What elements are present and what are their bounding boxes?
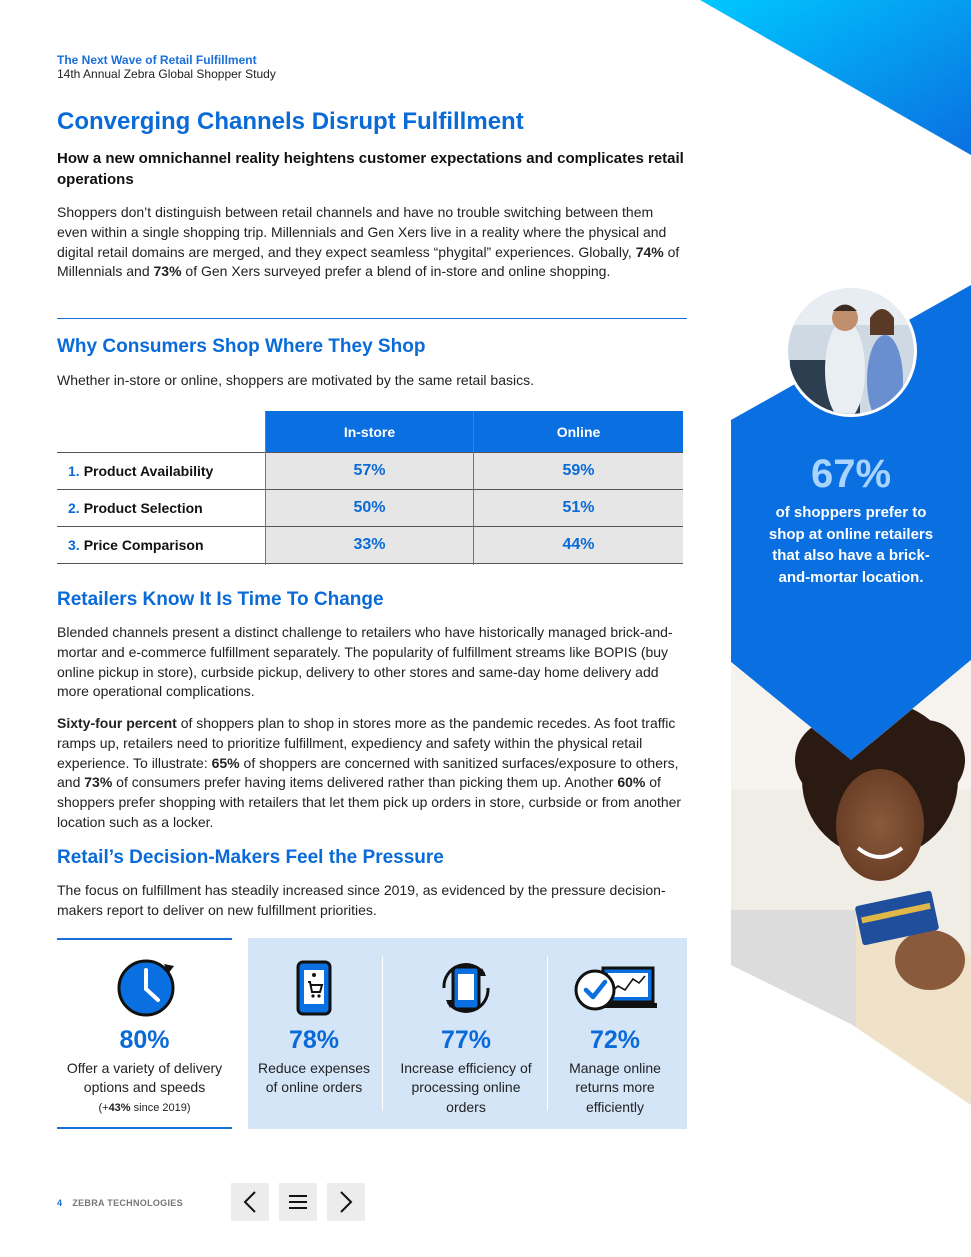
chevron-left-icon [243,1190,257,1214]
stat-item [398,1025,534,1117]
section-heading-why-consumers: Why Consumers Shop Where They Shop [57,336,426,357]
stat-item [57,1025,232,1114]
shopper-callout [758,450,944,588]
table-intro: Whether in-store or online, shoppers are motivated by the same retail basics. [57,372,535,388]
stat-item [252,1025,376,1098]
previous-page-button[interactable] [231,1183,269,1221]
table-row: 1. Product Availability 57% 59% [57,453,683,490]
clock-icon [114,956,178,1025]
menu-icon [288,1194,308,1210]
section-heading-converging: Converging Channels Disrupt Fulfillment [57,108,524,135]
stat-percentage: 77% [440,1026,492,1054]
phone-refresh-icon [436,958,496,1023]
section-heading-decision-makers: Retail’s Decision-Makers Feel the Pressure [57,847,444,868]
stat-description: Manage online returns more efficiently [569,1060,661,1115]
table-row: 3. Price Comparison 33% 44% [57,527,683,564]
mobile-cart-icon [296,960,332,1021]
table-cell-online: 51% [474,490,683,526]
table-cell-online: 44% [474,527,683,563]
chevron-right-icon [339,1190,353,1214]
stat-note: (+43% since 2019) [98,1101,191,1114]
table-cell-instore: 33% [266,527,473,563]
stat-percentage: 80% [119,1026,170,1054]
menu-button[interactable] [279,1183,317,1221]
table-cell-online: 59% [474,453,683,489]
section-lead: How a new omnichannel reality heightens customer expectations and complicates retail operations [57,150,684,188]
document-title: The Next Wave of Retail Fulfillment [57,53,257,67]
section-heading-retailers-know: Retailers Know It Is Time To Change [57,589,384,610]
next-page-button[interactable] [327,1183,365,1221]
page-number: 4 [57,1198,63,1208]
column-header-instore: In-store [266,411,473,452]
section-divider [57,318,687,319]
retailers-paragraph-1: Blended channels present a distinct challenge to retailers who have historically managed brick-and-mortar and e-commerce fulfillment separately. The popularity of fulfillment streams like BOPIS (buy online pickup in store), curbside pickup, delivery to other stores and same-day home delivery add more operational complications. [57,624,673,700]
table-cell-instore: 57% [266,453,473,489]
company-name: ZEBRA TECHNOLOGIES [72,1198,183,1208]
stat-description: Offer a variety of delivery options and speeds [66,1060,223,1096]
stat-description: Increase efficiency of processing online orders [400,1060,532,1115]
column-header-online: Online [474,411,683,452]
callout-percentage: 67% [810,452,892,496]
document-subtitle: 14th Annual Zebra Global Shopper Study [57,67,276,81]
decision-makers-intro: The focus on fulfillment has steadily increased since 2019, as evidenced by the pressure decision-makers report to deliver on new fulfillment priorities. [57,882,666,918]
section-intro-paragraph: Shoppers don’t distinguish between retail channels and have no trouble switching between them even within a single shopping trip. Millennials and Gen Xers live in a reality where the physical and digital retail domains are merged, and they expect seamless “phygital” experiences. Globally, 74% of Millennials and 73% of Gen Xers surveyed prefer a blend of in-store and online shopping. [57,204,680,280]
stat-description: Reduce expenses of online orders [257,1060,371,1096]
page-footer [57,1198,183,1208]
table-cell-instore: 50% [266,490,473,526]
table-row: 2. Product Selection 50% 51% [57,490,683,527]
stat-percentage: 78% [288,1026,340,1054]
retailers-paragraph-2: Sixty-four percent of shoppers plan to shop in stores more as the pandemic recedes. As foot traffic ramps up, retailers need to prioritize fulfillment, expediency and safety within the physical retail experience. To illustrate: 65% of shoppers are concerned with sanitized surfaces/exposure to others, and 73% of consumers prefer having items delivered rather than picking them up. Another 60% of shoppers prefer shopping with retailers that let them pick up orders in store, curbside or from another location such as a locker. [57,715,682,830]
laptop-check-icon [573,966,657,1019]
callout-text: of shoppers prefer to shop at online retailers that also have a brick-and-mortar location. [768,504,934,586]
stat-item [553,1025,677,1117]
stat-percentage: 72% [589,1026,641,1054]
